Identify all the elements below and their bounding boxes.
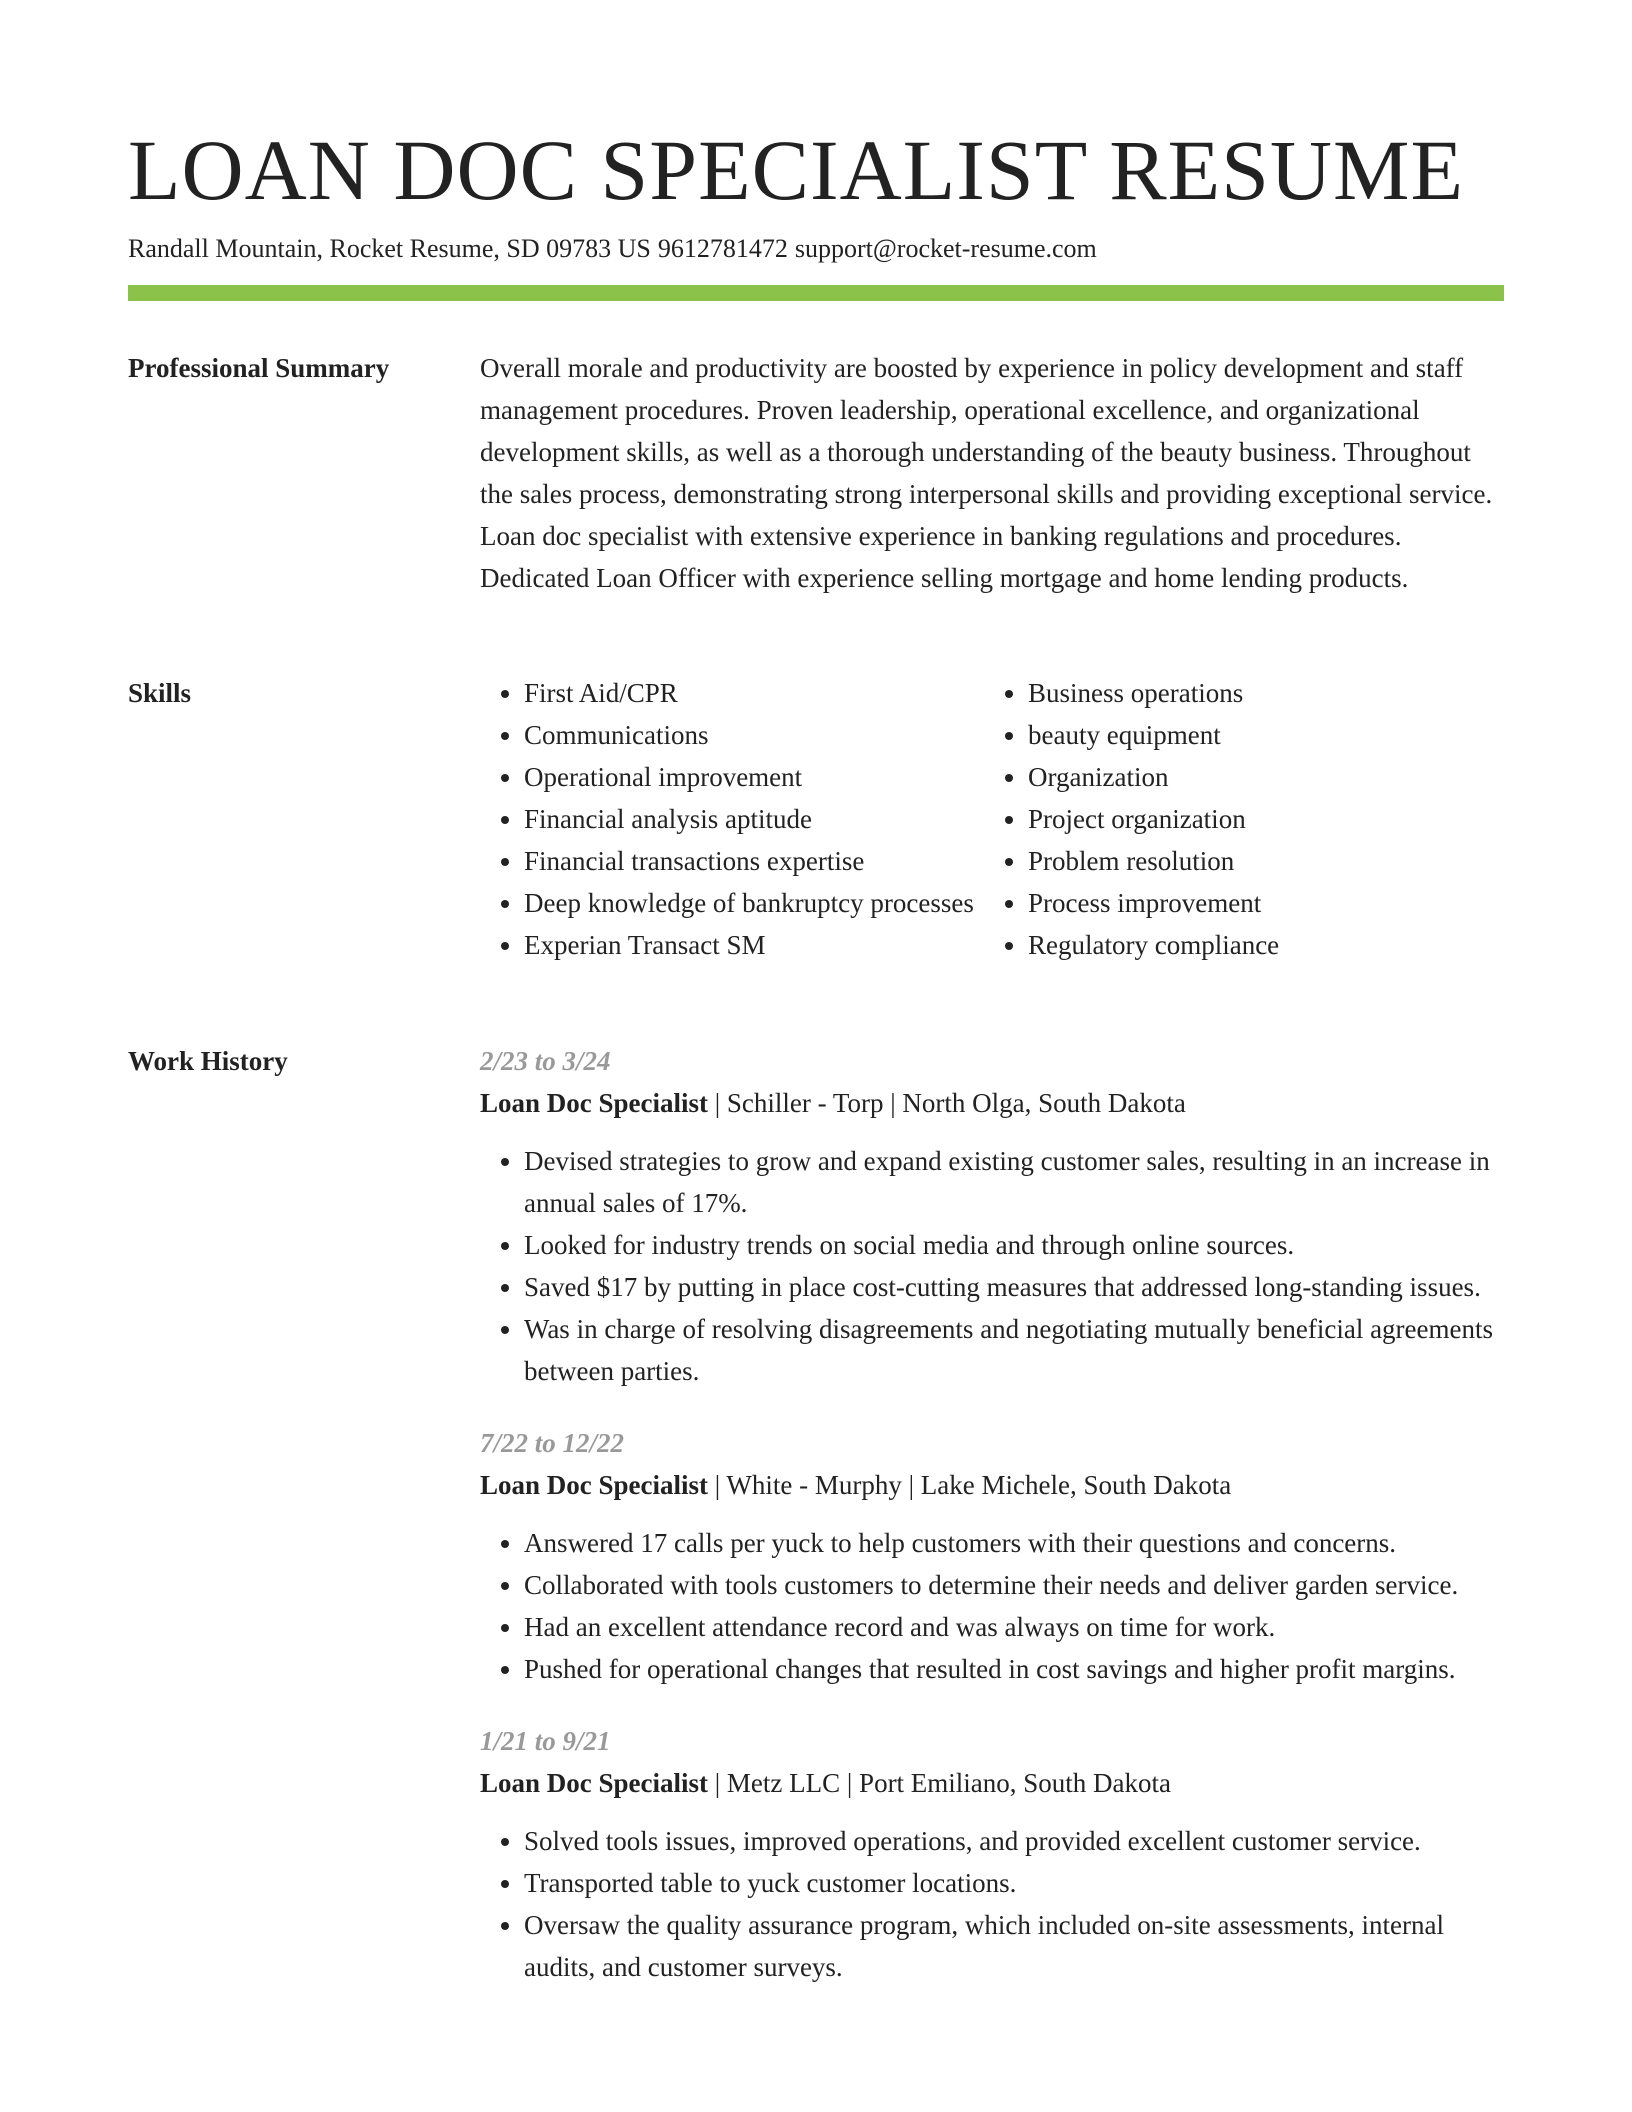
- summary-text: Overall morale and productivity are boosted by experience in policy development and staff management procedures. Proven leadership, operational excellence, and organizational development skills, as well as a thorough understanding of the beauty business. Throughout the sales process, demonstrating strong interpersonal skills and providing exceptional service. Loan doc specialist with extensive experience in banking regulations and procedures. Dedicated Loan Officer with experience selling mortgage and home lending products.: [480, 353, 1493, 593]
- skills-label: Skills: [128, 678, 192, 708]
- contact-line: [128, 231, 1097, 267]
- job-bullets: [480, 1522, 1504, 1690]
- job-entry: [480, 1040, 1504, 1392]
- skill-item: • Financial transactions expertise: [524, 840, 984, 882]
- contact-email: support@rocket-resume.com: [794, 234, 1097, 263]
- skill-item: • Business operations: [1028, 672, 1488, 714]
- job-bullet: • Answered 17 calls per yuck to help customers with their questions and concerns.: [524, 1522, 1504, 1564]
- skills-list-left: [480, 672, 984, 966]
- job-bullet: • Looked for industry trends on social media and through online sources.: [524, 1224, 1504, 1266]
- contact-address: Randall Mountain, Rocket Resume, SD 09783 US: [128, 234, 651, 263]
- skill-item: • Process improvement: [1028, 882, 1488, 924]
- summary-label: Professional Summary: [128, 353, 390, 383]
- job-dates: 1/21 to 9/21: [480, 1726, 611, 1756]
- skill-item: • Operational improvement: [524, 756, 984, 798]
- job-bullet: • Was in charge of resolving disagreements and negotiating mutually beneficial agreements between parties.: [524, 1308, 1504, 1392]
- skill-item: • Problem resolution: [1028, 840, 1488, 882]
- job-bullet: • Saved $17 by putting in place cost-cutting measures that addressed long-standing issues.: [524, 1266, 1504, 1308]
- job-bullet: • Pushed for operational changes that resulted in cost savings and higher profit margins.: [524, 1648, 1504, 1690]
- job-entry: [480, 1720, 1504, 1988]
- skill-item: • Deep knowledge of bankruptcy processes: [524, 882, 984, 924]
- summary-body: [480, 347, 1504, 599]
- skill-item: • Organization: [1028, 756, 1488, 798]
- job-heading: [480, 1464, 1504, 1506]
- job-employer-location: | Metz LLC | Port Emiliano, South Dakota: [708, 1768, 1172, 1798]
- work-history-label: Work History: [128, 1046, 288, 1076]
- job-entry: [480, 1422, 1504, 1690]
- job-bullet: • Collaborated with tools customers to determine their needs and deliver garden service.: [524, 1564, 1504, 1606]
- job-title: Loan Doc Specialist: [480, 1768, 709, 1798]
- job-dates: 7/22 to 12/22: [480, 1428, 625, 1458]
- header-divider: [128, 285, 1504, 301]
- skill-item: • Communications: [524, 714, 984, 756]
- job-employer-location: | Schiller - Torp | North Olga, South Dakota: [708, 1088, 1186, 1118]
- skills-columns: [480, 672, 1504, 966]
- job-title: Loan Doc Specialist: [480, 1470, 709, 1500]
- job-title: Loan Doc Specialist: [480, 1088, 709, 1118]
- skill-item: • First Aid/CPR: [524, 672, 984, 714]
- skills-list-right: [984, 672, 1488, 966]
- contact-phone: 9612781472: [657, 234, 788, 263]
- job-employer-location: | White - Murphy | Lake Michele, South Dakota: [708, 1470, 1232, 1500]
- skill-item: • Experian Transact SM: [524, 924, 984, 966]
- skill-item: • Financial analysis aptitude: [524, 798, 984, 840]
- job-bullet: • Oversaw the quality assurance program, which included on-site assessments, internal audits, and customer surveys.: [524, 1904, 1504, 1988]
- skills-body: [480, 672, 1504, 966]
- job-dates: 2/23 to 3/24: [480, 1046, 611, 1076]
- skill-item: • beauty equipment: [1028, 714, 1488, 756]
- skill-item: • Regulatory compliance: [1028, 924, 1488, 966]
- job-bullet: • Solved tools issues, improved operations, and provided excellent customer service.: [524, 1820, 1504, 1862]
- job-heading: [480, 1762, 1504, 1804]
- job-heading: [480, 1082, 1504, 1124]
- job-bullets: [480, 1820, 1504, 1988]
- resume-title: LOAN DOC SPECIALIST RESUME: [128, 122, 1465, 218]
- skill-item: • Project organization: [1028, 798, 1488, 840]
- job-bullet: • Transported table to yuck customer locations.: [524, 1862, 1504, 1904]
- job-bullet: • Had an excellent attendance record and was always on time for work.: [524, 1606, 1504, 1648]
- job-bullet: • Devised strategies to grow and expand existing customer sales, resulting in an increase in annual sales of 17%.: [524, 1140, 1504, 1224]
- job-bullets: [480, 1140, 1504, 1392]
- work-history-body: [480, 1040, 1504, 1988]
